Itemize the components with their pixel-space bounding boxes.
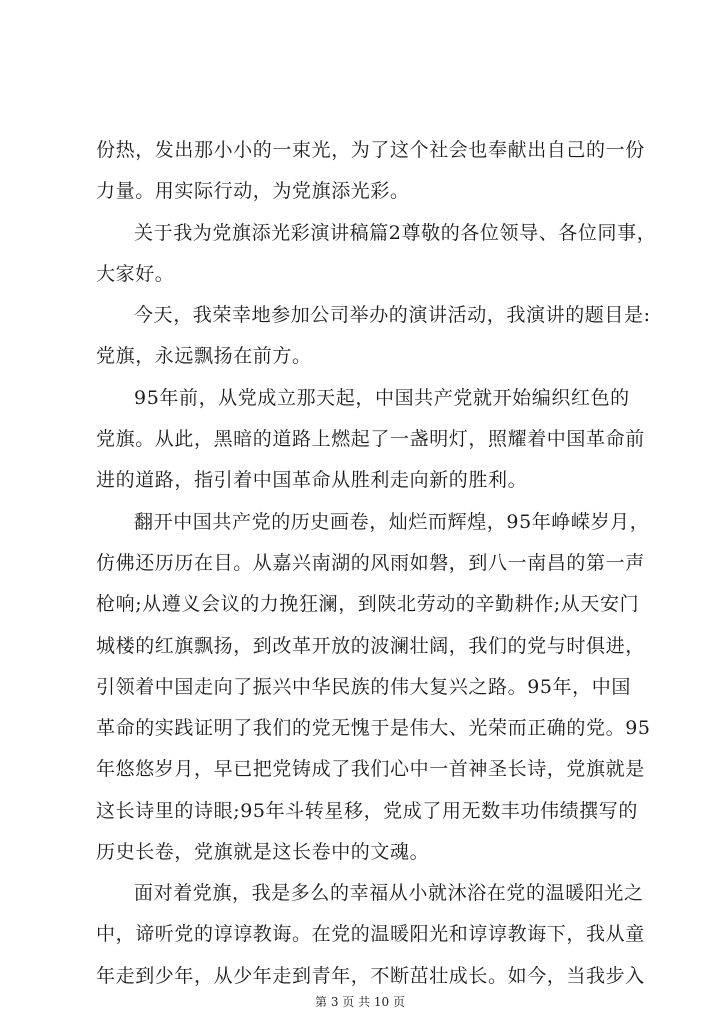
paragraph-line: 革命的实践证明了我们的党无愧于是伟大、光荣而正确的党。95 — [96, 717, 651, 739]
paragraph-line: 进的道路，指引着中国革命从胜利走向新的胜利。 — [96, 469, 528, 491]
paragraph-line: 份热，发出那小小的一束光，为了这个社会也奉献出自己的一份 — [96, 139, 645, 161]
paragraph-line: 中，谛听党的谆谆教诲。在党的温暖阳光和谆谆教诲下，我从童 — [96, 923, 645, 945]
paragraph-line: 年悠悠岁月，早已把党铸成了我们心中一首神圣长诗，党旗就是 — [96, 758, 645, 780]
paragraph-line: 年走到少年，从少年走到青年，不断茁壮成长。如今，当我步入 — [96, 965, 645, 987]
paragraph-line: 仿佛还历历在目。从嘉兴南湖的风雨如磐，到八一南昌的第一声 — [96, 552, 645, 574]
paragraph-line: 今天，我荣幸地参加公司举办的演讲活动，我演讲的题目是: — [134, 304, 651, 326]
paragraph-line: 这长诗里的诗眼;95年斗转星移，党成了用无数丰功伟绩撰写的 — [96, 800, 638, 822]
paragraph-line: 面对着党旗，我是多么的幸福从小就沐浴在党的温暖阳光之 — [134, 882, 644, 904]
paragraph-line: 城楼的红旗飘扬，到改革开放的波澜壮阔，我们的党与时俱进， — [96, 635, 645, 657]
paragraph-line: 引领着中国走向了振兴中华民族的伟大复兴之路。95年，中国 — [96, 676, 631, 698]
paragraph-line: 大家好。 — [96, 263, 175, 285]
paragraph-line: 95年前，从党成立那天起，中国共产党就开始编织红色的 — [134, 387, 630, 409]
paragraph-line: 力量。用实际行动，为党旗添光彩。 — [96, 180, 410, 202]
paragraph-line: 党旗。从此，黑暗的道路上燃起了一盏明灯，照耀着中国革命前 — [96, 428, 645, 450]
paragraph-line: 关于我为党旗添光彩演讲稿篇2尊敬的各位领导、各位同事， — [134, 222, 657, 244]
paragraph-line: 翻开中国共产党的历史画卷，灿烂而辉煌，95年峥嵘岁月， — [134, 511, 650, 533]
paragraph-line: 枪响;从遵义会议的力挽狂澜，到陕北劳动的辛勤耕作;从天安门 — [96, 593, 640, 615]
page-footer: 第 3 页 共 10 页 — [315, 995, 405, 1009]
paragraph-line: 党旗，永远飘扬在前方。 — [96, 345, 312, 367]
paragraph-line: 历史长卷，党旗就是这长卷中的文魂。 — [96, 841, 430, 863]
